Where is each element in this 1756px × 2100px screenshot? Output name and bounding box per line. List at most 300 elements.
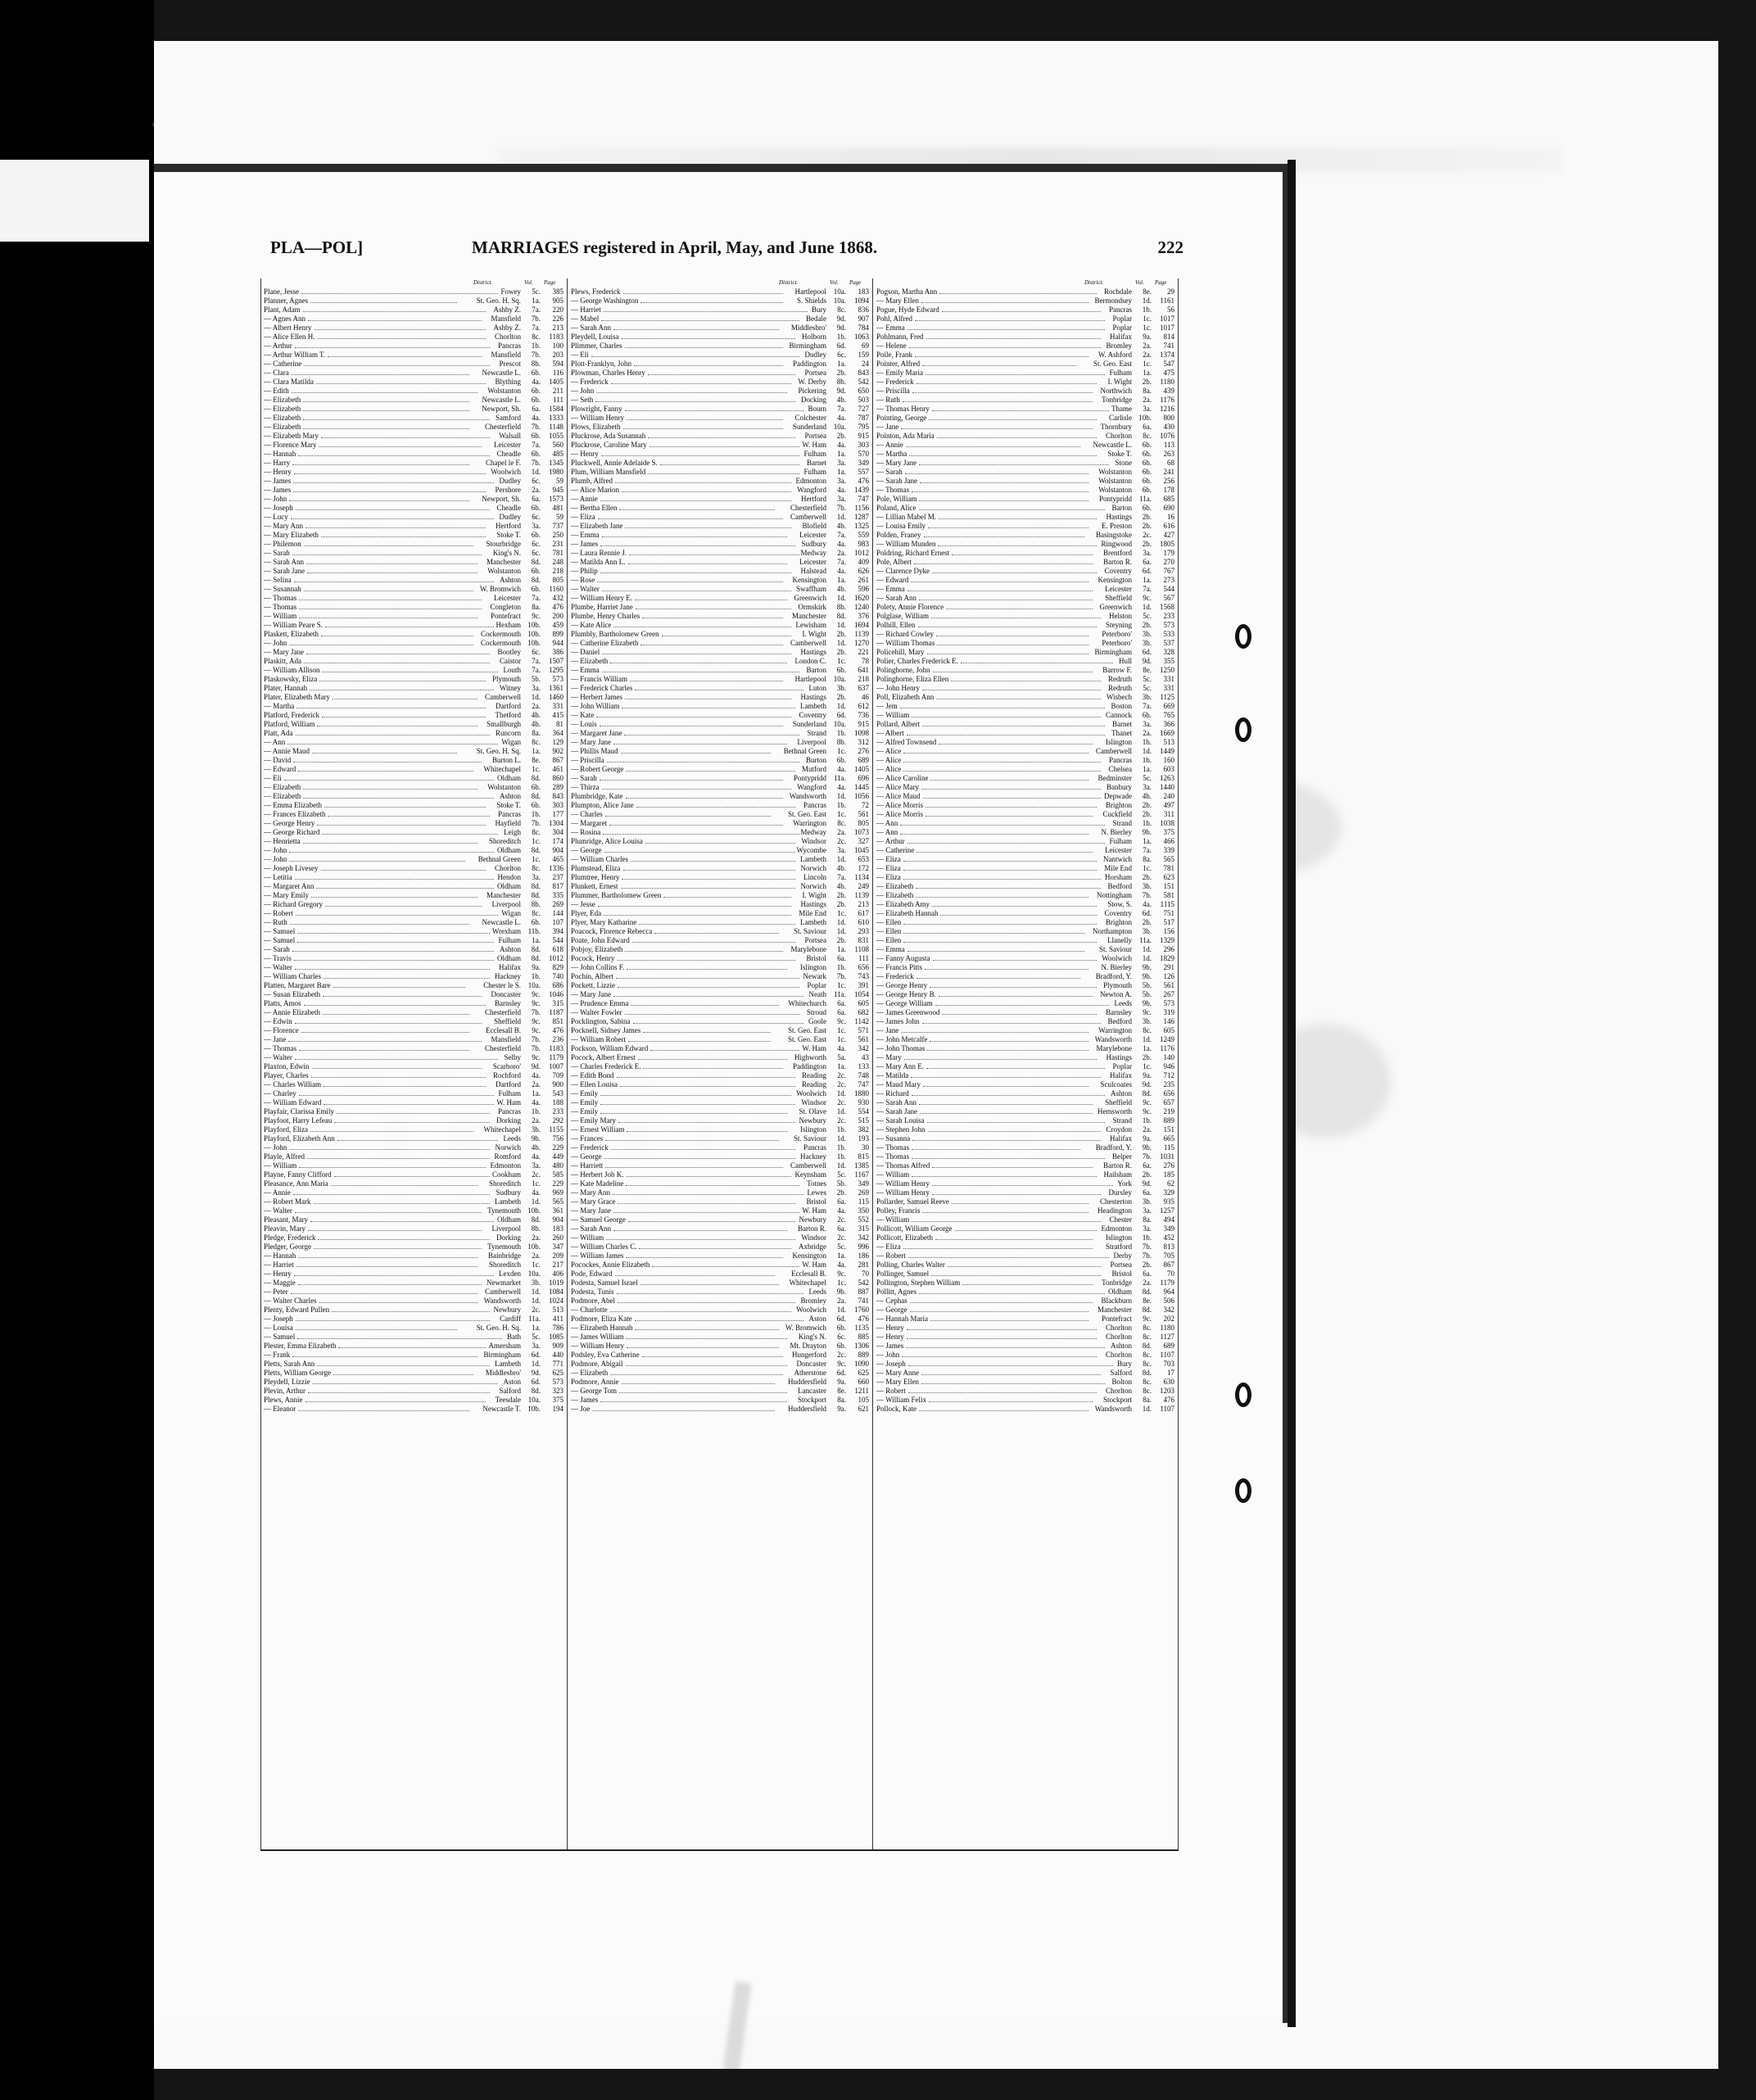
entry-page: 452 [1163,1233,1174,1242]
entry-name: — Kate Madeline [571,1179,624,1188]
entry-page: 1760 [854,1306,869,1314]
entry-name: — Letitia [264,873,292,881]
entry-name: — Fanny Augusta [876,954,930,962]
entry-page: 1211 [854,1387,869,1395]
entry-name: — Elizabeth [264,783,301,791]
index-entry [264,1206,563,1215]
entry-volume: 8c. [1143,1387,1152,1395]
entry-page: 1127 [1160,1333,1174,1341]
index-entry [264,927,563,936]
index-entry [264,801,563,810]
entry-district: Stone [1115,459,1132,467]
entry-name: Pogue, Hyde Edward [876,305,939,314]
entry-district: Cockermouth [481,639,521,647]
entry-page: 843 [552,792,563,800]
entry-page: 200 [552,612,563,620]
index-entry [264,315,563,324]
entry-page: 449 [552,1152,563,1161]
entry-district: Witney [499,684,521,692]
entry-volume: 1c. [837,810,846,818]
index-entry [571,342,869,351]
entry-name: — Rose [571,576,595,584]
entry-name: Podmore, Abel [571,1297,615,1305]
entry-volume: 6b. [531,918,541,926]
index-entry [264,1197,563,1206]
entry-volume: 2b. [836,693,846,701]
bottom-rule [260,1849,1178,1851]
entry-name: — Philemon [264,540,301,548]
entry-name: Plum, William Mansfield [571,468,646,476]
entry-volume: 7a. [837,531,846,539]
entry-name: Pointon, Ada Maria [876,432,935,440]
entry-district: Stoke T. [1107,450,1132,458]
entry-district: Coventry [799,711,826,719]
entry-name: — Walter Charles [264,1297,317,1305]
entry-page: 213 [552,324,563,332]
entry-district: I. Wight [1107,378,1132,386]
entry-district: St. Saviour [1098,945,1132,953]
index-entry [571,666,869,675]
entry-name: — Florence [264,1026,299,1034]
entry-volume: 1b. [1142,738,1152,746]
entry-volume: 8c. [532,828,541,836]
entry-district: Hackney [495,972,521,980]
entry-page: 1295 [549,666,563,674]
entry-volume: 8a. [1143,387,1152,395]
entry-name: — Joe [571,1405,591,1413]
entry-name: Pohl, Alfred [876,315,912,323]
entry-volume: 1a. [1143,837,1152,845]
index-entry [571,693,869,702]
entry-volume: 1d. [531,1360,541,1368]
index-entry [264,585,563,594]
index-entry [876,792,1174,801]
index-entry [571,296,869,305]
index-entry [571,999,869,1008]
entry-district: Whitechapel [789,1279,826,1287]
entry-district: Windsor [801,1233,826,1242]
entry-page: 709 [552,1071,563,1079]
entry-volume: 9d. [836,315,846,323]
entry-volume: 6b. [531,387,541,395]
entry-district: Chorlton [494,864,521,872]
entry-page: 303 [858,441,869,449]
entry-district: Leicester [799,558,826,566]
index-entry [264,405,563,414]
entry-page: 836 [858,305,869,314]
entry-name: Poate, John Edward [571,936,630,944]
entry-district: Scarboro' [492,1062,521,1070]
entry-volume: 8e. [837,1387,846,1395]
entry-district: Islington [1105,1233,1132,1242]
index-entry [571,1224,869,1233]
entry-district: Reading [802,1071,826,1079]
entry-name: — James John [876,1017,920,1025]
column-rule [872,278,873,1849]
entry-page: 1155 [549,1125,563,1134]
entry-page: 885 [858,1333,869,1341]
entry-name: — Lucy [264,513,288,521]
entry-volume: 1d. [1142,603,1152,611]
entry-name: Plows, Elizabeth [571,423,621,431]
entry-volume: 5c. [1143,774,1152,782]
entry-page: 689 [858,756,869,764]
index-entry [876,558,1174,567]
entry-name: — Robert [876,1387,906,1395]
entry-district: Hackney [800,1152,826,1161]
entry-district: Redruth [1108,675,1132,683]
entry-page: 476 [858,477,869,485]
index-entry [264,747,563,756]
index-entry [571,558,869,567]
entry-name: — William Munden [876,540,936,548]
index-entry [264,468,563,477]
column-heading [264,278,563,287]
entry-district: Stroud [806,1008,826,1016]
entry-district: Belper [1112,1152,1132,1161]
entry-volume: 11a. [1139,936,1152,944]
index-entry [571,711,869,720]
entry-page: 172 [858,864,869,872]
entry-volume: 8b. [836,378,846,386]
entry-district: Newark [803,972,826,980]
entry-volume: 2a. [837,549,846,557]
entry-volume: 2c. [532,1170,541,1179]
entry-district: Keynsham [794,1170,826,1179]
entry-name: — Selina [264,576,292,584]
entry-name: — William James [571,1251,624,1260]
index-entry [264,1233,563,1242]
entry-page: 331 [1163,675,1174,683]
entry-page: 800 [1163,414,1174,422]
entry-page: 686 [552,981,563,989]
entry-name: Playfoot, Harry Lefeau [264,1116,333,1125]
index-entry [876,387,1174,396]
entry-page: 1179 [549,1053,563,1061]
index-entry [264,1179,563,1188]
entry-page: 743 [858,972,869,980]
index-entry [876,1125,1174,1134]
index-entry [571,657,869,666]
entry-district: Depwade [1104,792,1132,800]
entry-district: Rochdale [1104,287,1132,296]
index-entry [264,864,563,873]
index-entry [876,315,1174,324]
entry-page: 146 [1163,1017,1174,1025]
entry-volume: 9c. [532,1053,541,1061]
entry-page: 969 [552,1188,563,1197]
entry-district: Bristol [1111,1270,1132,1278]
index-entry [264,1306,563,1315]
entry-page: 712 [1163,1071,1174,1079]
entry-page: 1024 [549,1297,563,1305]
index-entry [571,1369,869,1378]
index-entry [264,1324,563,1333]
entry-page: 1584 [549,405,563,413]
entry-district: Cuckfield [1102,810,1132,818]
entry-district: Stoke T. [496,801,521,809]
index-entry [876,405,1174,414]
index-entry [571,1098,869,1107]
entry-name: Podsley, Eva Catherine [571,1351,640,1359]
entry-name: — Frank [264,1351,291,1359]
entry-volume: 6b. [531,585,541,593]
entry-page: 349 [858,1179,869,1188]
entry-district: Halstead [800,567,826,575]
index-entry [876,612,1174,621]
entry-volume: 6d. [836,342,846,350]
entry-page: 689 [1163,1342,1174,1350]
heading-vol: Vol. [1135,279,1144,286]
entry-volume: 4a. [837,414,846,422]
entry-volume: 2a. [1143,1125,1152,1134]
entry-name: Plumstead, Eliza [571,864,621,872]
entry-volume: 1c. [837,981,846,989]
index-entry [876,1089,1174,1098]
entry-name: — Alice Morris [876,810,923,818]
entry-volume: 6a. [837,954,846,962]
entry-page: 1287 [854,513,869,521]
entry-district: Pancras [498,342,521,350]
entry-name: — Joseph [876,1360,906,1368]
index-entry [264,495,563,504]
entry-page: 211 [552,387,563,395]
entry-volume: 6c. [837,1333,846,1341]
entry-district: Oldham [497,882,521,890]
entry-volume: 1b. [531,972,541,980]
entry-volume: 1a. [837,468,846,476]
entry-page: 781 [1163,864,1174,872]
index-entry [264,567,563,576]
entry-volume: 2b. [1142,873,1152,881]
entry-name: — Stephen John [876,1125,926,1134]
entry-district: Wandsworth [1094,1035,1132,1043]
index-entry [571,909,869,918]
entry-district: Greenwich [1099,603,1132,611]
entry-volume: 1d. [1142,747,1152,755]
entry-page: 946 [1163,1062,1174,1070]
entry-name: — Mary Ellen [876,296,919,305]
index-entry [876,324,1174,333]
index-entry [264,531,563,540]
entry-name: — Samuel George [571,1215,626,1224]
entry-name: — Prudence Emma [571,999,629,1007]
entry-page: 183 [858,287,869,296]
entry-page: 1046 [549,990,563,998]
entry-district: Sheffield [1105,594,1132,602]
entry-volume: 2c. [837,1233,846,1242]
entry-page: 889 [1163,1116,1174,1125]
index-entry [876,305,1174,315]
entry-volume: 8c. [1143,1324,1152,1332]
entry-name: — George Washington [571,296,639,305]
entry-name: Plumbe, Harriet Jane [571,603,633,611]
heading-district: District. [1084,279,1104,286]
entry-page: 630 [1163,1378,1174,1386]
index-entry [876,684,1174,693]
entry-volume: 1d. [836,1134,846,1143]
punch-hole [1235,1383,1251,1407]
index-entry [876,990,1174,999]
entry-page: 220 [552,305,563,314]
index-entry [876,513,1174,522]
entry-volume: 6a. [837,1224,846,1233]
entry-page: 203 [552,351,563,359]
entry-page: 1329 [1160,936,1174,944]
index-entry [264,1161,563,1170]
entry-volume: 8d. [1142,1342,1152,1350]
entry-volume: 10a. [833,720,846,728]
entry-district: Barton R. [798,1224,826,1233]
entry-page: 542 [858,378,869,386]
entry-name: — Lillian Mabel M. [876,513,936,521]
index-entry [876,927,1174,936]
index-entry [571,702,869,711]
entry-name: — Mary Ann E. [876,1062,924,1070]
entry-page: 1115 [1160,900,1174,908]
entry-page: 70 [1167,1270,1174,1278]
index-entry [571,882,869,891]
entry-volume: 10a. [833,423,846,431]
entry-page: 1361 [549,684,563,692]
index-entry [876,1369,1174,1378]
entry-page: 581 [1163,891,1174,899]
entry-name: — Ellen [876,936,902,944]
entry-volume: 1d. [836,1161,846,1170]
entry-district: Dartford [496,702,521,710]
entry-volume: 1d. [836,513,846,521]
index-entry [876,351,1174,360]
entry-volume: 6c. [532,648,541,656]
index-entry [571,1215,869,1224]
entry-volume: 8e. [1143,1297,1152,1305]
index-entry [264,1125,563,1134]
entry-volume: 6d. [836,1315,846,1323]
entry-district: Newcastle L. [1093,441,1132,449]
entry-district: Birmingham [483,1351,521,1359]
entry-name: — Frances [571,1134,604,1143]
entry-name: Podmore, Eliza Kate [571,1315,632,1323]
entry-volume: 8d. [531,1387,541,1395]
entry-page: 515 [858,1116,869,1125]
entry-district: St. Olave [799,1107,826,1116]
entry-name: — David [264,756,292,764]
entry-district: Chorlton [1105,432,1132,440]
entry-page: 756 [552,1134,563,1143]
index-entry [264,819,563,828]
index-entry [264,810,563,819]
entry-page: 1270 [854,639,869,647]
entry-district: Dudley [804,351,826,359]
entry-volume: 8d. [531,774,541,782]
entry-name: — William Robert [571,1035,626,1043]
entry-volume: 8d. [1142,1288,1152,1296]
index-entry [571,1170,869,1179]
entry-name: Podesta, Tunis [571,1288,614,1296]
entry-name: — Samuel [264,936,296,944]
entry-page: 270 [1163,558,1174,566]
entry-page: 126 [1163,972,1174,980]
index-entry [264,846,563,855]
entry-district: Wigan [501,909,521,917]
entry-name: Poll, Elizabeth Ann [876,693,935,701]
entry-volume: 8e. [1143,666,1152,674]
entry-district: St. Geo. East [788,1026,826,1034]
entry-volume: 6b. [531,783,541,791]
entry-district: Burton [805,756,826,764]
entry-page: 115 [858,1197,869,1206]
index-entry [264,504,563,513]
index-entry [264,522,563,531]
entry-volume: 4b. [836,882,846,890]
page-edge-shadow [1288,160,1296,2027]
entry-district: Warrington [793,819,826,827]
entry-volume: 4a. [532,1071,541,1079]
entry-name: — Thomas [876,1152,910,1161]
entry-volume: 7b. [1142,1251,1152,1260]
entry-name: — Susannah [264,585,301,593]
entry-volume: 7b. [531,1044,541,1052]
entry-page: 786 [552,1324,563,1332]
entry-name: Pollington, Stephen William [876,1279,961,1287]
entry-page: 740 [552,972,563,980]
entry-volume: 8c. [1143,1360,1152,1368]
index-entry [571,1080,869,1089]
entry-volume: 11a. [1139,495,1152,503]
entry-volume: 1b. [531,342,541,350]
entry-volume: 6c. [837,351,846,359]
entry-page: 226 [552,315,563,323]
entry-district: Bury [1117,1360,1132,1368]
entry-district: W. Bromwich [479,585,521,593]
entry-name: — Priscilla [571,756,604,764]
entry-volume: 2b. [836,630,846,638]
entry-district: Blything [495,378,521,386]
index-entry [876,774,1174,783]
index-entry [876,972,1174,981]
entry-page: 603 [1163,765,1174,773]
entry-district: Marylebone [790,945,826,953]
entry-volume: 2c. [837,1080,846,1088]
entry-district: W. Bromwich [785,1324,826,1332]
entry-district: Dorking [496,1116,521,1125]
entry-volume: 6b. [531,567,541,575]
entry-page: 696 [858,774,869,782]
entry-name: Pluckrose, Ada Susannah [571,432,646,440]
entry-district: Docking [801,396,826,404]
index-entry [264,287,563,296]
index-entry [264,1342,563,1351]
entry-district: Nantwich [1103,855,1132,863]
entry-page: 747 [858,1080,869,1088]
entry-name: — Travis [264,954,292,962]
entry-name: — Emma [571,531,600,539]
index-entry [876,1170,1174,1179]
entry-name: — Catherine [264,360,302,368]
entry-name: — William Peare S. [264,621,323,629]
entry-name: — Alice Marion [571,486,619,494]
entry-page: 68 [1167,459,1174,467]
entry-name: — Frederick Charles [571,684,633,692]
entry-volume: 9b. [836,1288,846,1296]
entry-page: 480 [552,1161,563,1170]
entry-name: Plyer, Eda [571,909,602,917]
index-entry [571,594,869,603]
entry-district: Basingstoke [1096,531,1132,539]
entry-name: — Frederick [571,1143,609,1152]
index-entry [876,1342,1174,1351]
entry-volume: 6b. [531,369,541,377]
